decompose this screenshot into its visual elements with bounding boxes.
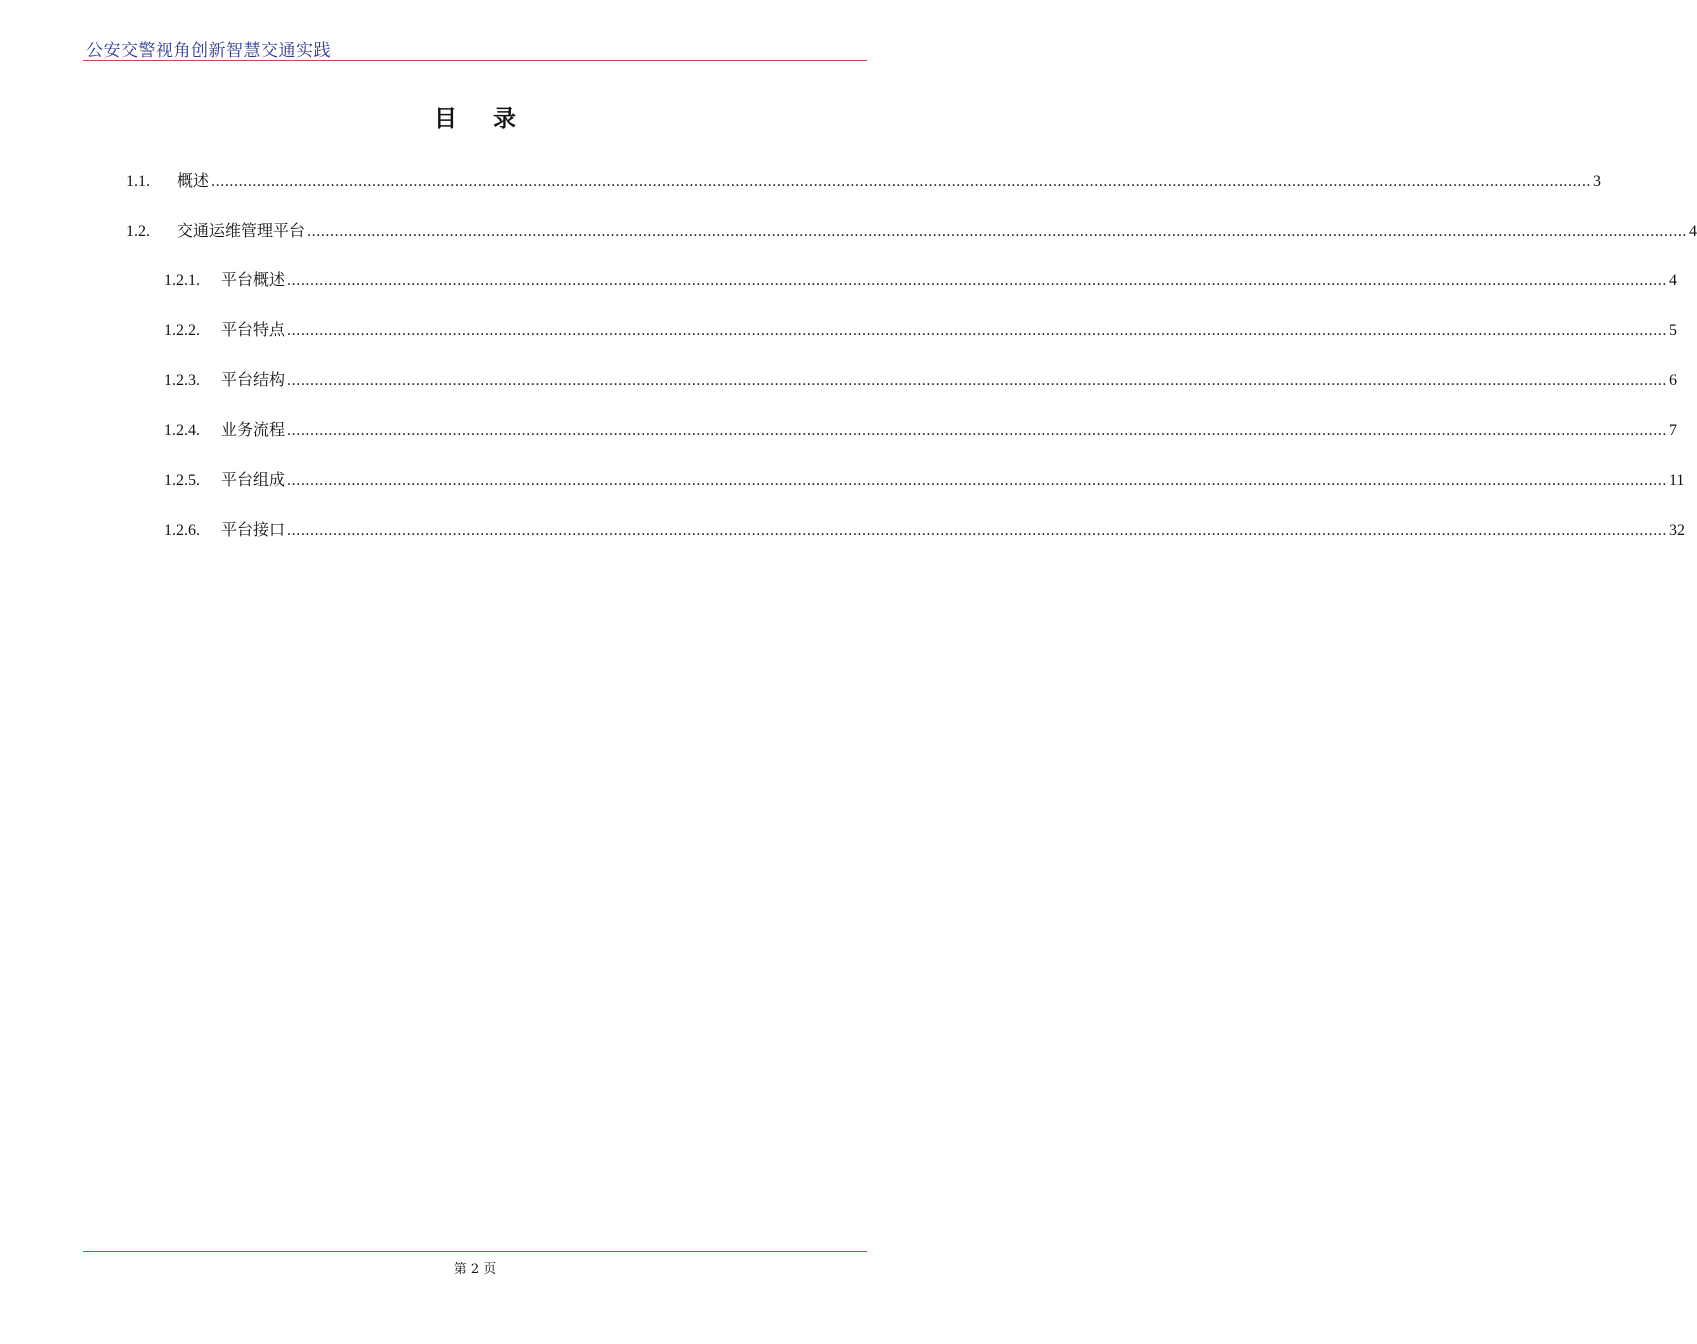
toc-entry-title: 平台特点 (221, 320, 286, 339)
toc-dot-leader: ............................................................................................................................................................................................................................................................................................................ (287, 522, 1668, 539)
toc-entry-number: 1.2.1. (164, 272, 200, 289)
toc-entry-page: 3 (1593, 173, 1602, 190)
toc-dot-leader: ............................................................................................................................................................................................................................................................................................................ (287, 322, 1668, 339)
toc-dot-leader: ............................................................................................................................................................................................................................................................................................................ (287, 472, 1668, 489)
toc-entry[interactable] (164, 267, 1678, 291)
toc-entry[interactable] (164, 417, 1678, 441)
toc-entry[interactable] (164, 517, 1686, 541)
toc-entry-page: 32 (1669, 522, 1686, 539)
toc-entry-title: 交通运维管理平台 (177, 221, 306, 240)
toc-dot-leader: ............................................................................................................................................................................................................................................................................................................ (287, 422, 1668, 439)
page-header-title: 公安交警视角创新智慧交通实践 (86, 41, 331, 61)
toc-dot-leader: ............................................................................................................................................................................................................................................................................................................ (287, 372, 1668, 389)
toc-entry[interactable] (164, 467, 1685, 491)
toc-entry-number: 1.2.3. (164, 372, 200, 389)
toc-entry-title: 平台组成 (221, 470, 286, 489)
toc-entry[interactable] (126, 218, 1697, 242)
toc-entry-page: 4 (1689, 223, 1697, 240)
toc-entry[interactable] (164, 367, 1678, 391)
toc-entry-number: 1.2.2. (164, 322, 200, 339)
toc-dot-leader: ............................................................................................................................................................................................................................................................................................................ (211, 173, 1592, 190)
toc-entry-number: 1.1. (126, 173, 150, 190)
toc-entry[interactable] (126, 168, 1602, 192)
toc-entry-title: 业务流程 (221, 420, 286, 439)
toc-entry-number: 1.2.5. (164, 472, 200, 489)
footer-rule (83, 1251, 867, 1252)
toc-entry-page: 6 (1669, 372, 1678, 389)
toc-dot-leader: ............................................................................................................................................................................................................................................................................................................ (307, 223, 1688, 240)
footer-page-number: 第 2 页 (453, 1262, 497, 1277)
header-rule (83, 60, 867, 61)
toc-entry-title: 平台结构 (221, 370, 286, 389)
toc-entry-page: 11 (1669, 472, 1685, 489)
toc-entry-title: 平台接口 (221, 520, 286, 539)
toc-entry-title: 概述 (177, 171, 210, 190)
toc-entry-title: 平台概述 (221, 270, 286, 289)
toc-entry[interactable] (164, 317, 1678, 341)
toc-entry-number: 1.2.6. (164, 522, 200, 539)
toc-dot-leader: ............................................................................................................................................................................................................................................................................................................ (287, 272, 1668, 289)
toc-entry-page: 7 (1669, 422, 1678, 439)
toc-entry-page: 5 (1669, 322, 1678, 339)
toc-entry-page: 4 (1669, 272, 1678, 289)
toc-entry-number: 1.2. (126, 223, 150, 240)
toc-entry-number: 1.2.4. (164, 422, 200, 439)
toc-heading: 目 录 (433, 106, 530, 132)
